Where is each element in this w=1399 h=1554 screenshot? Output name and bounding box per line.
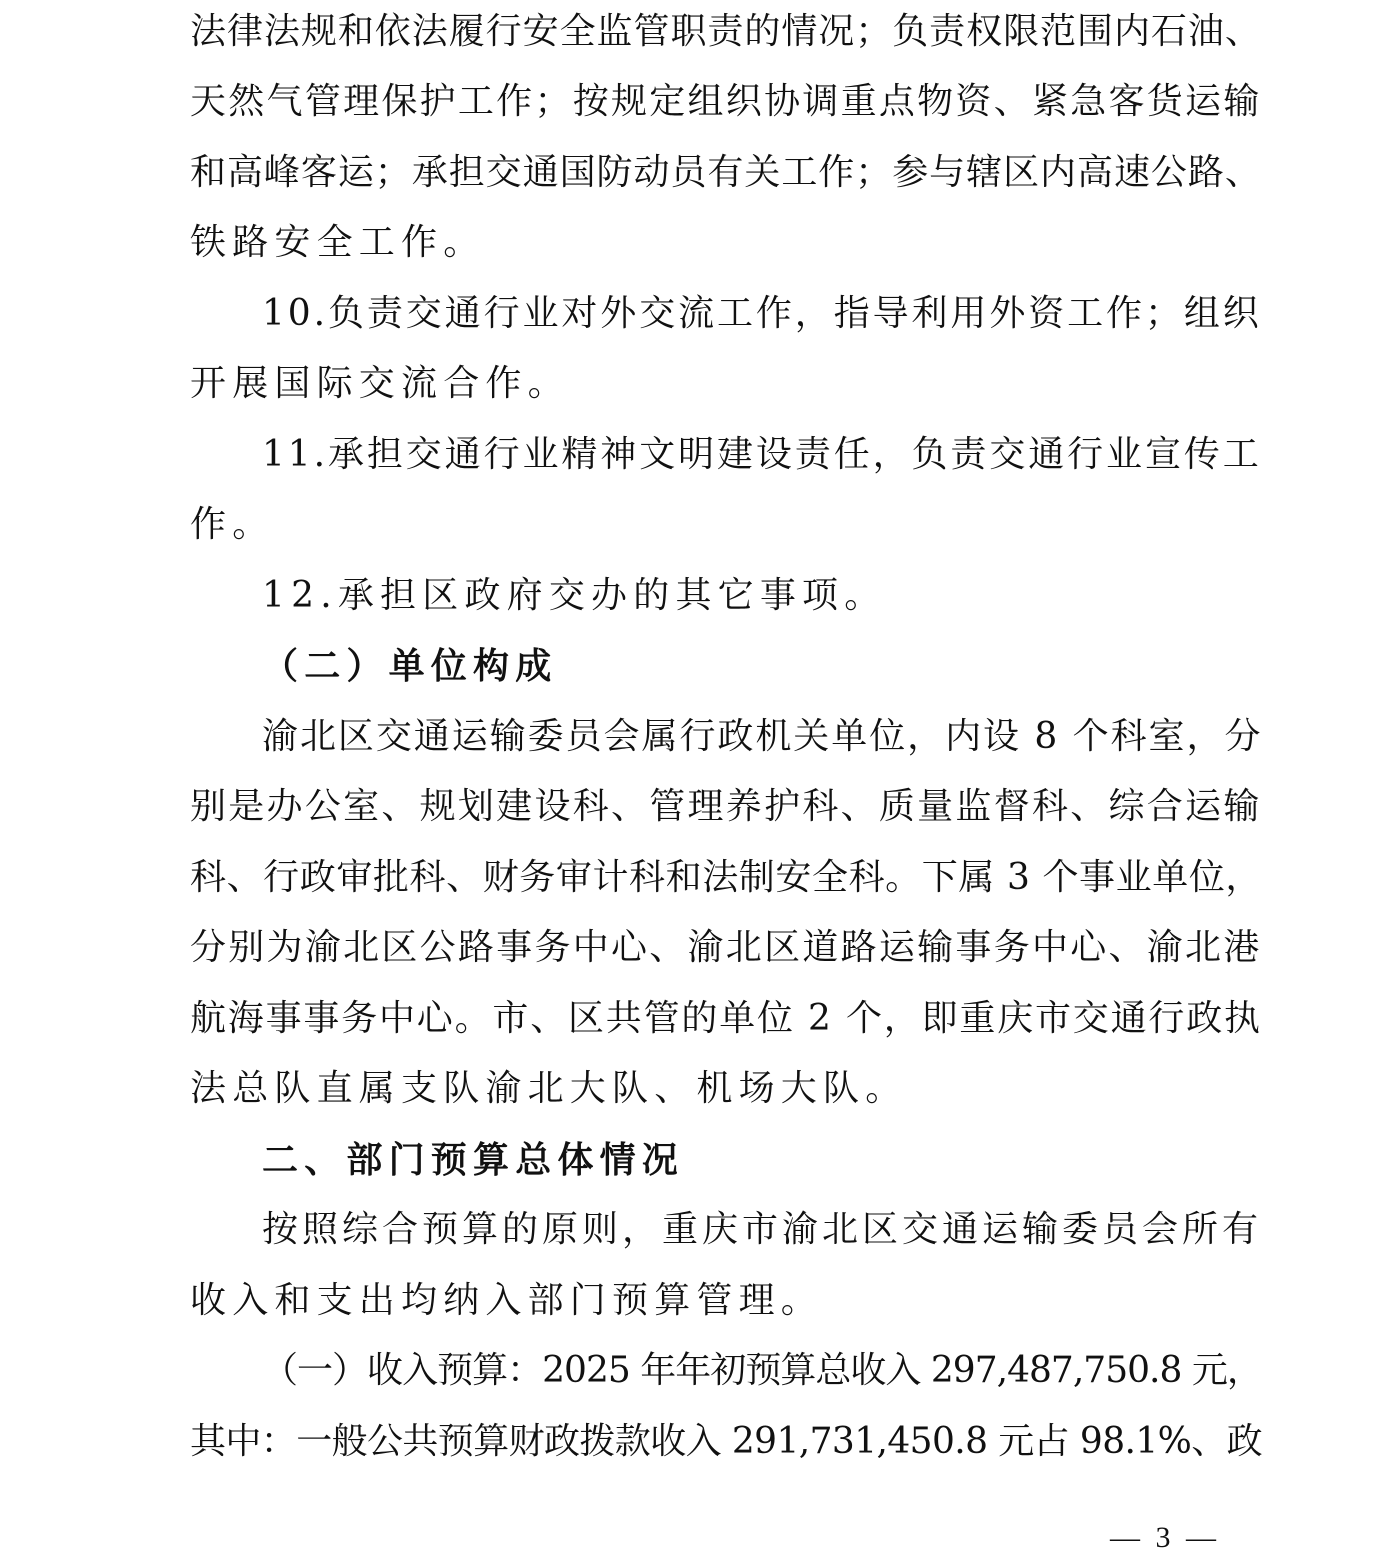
body-text-line: 航海事事务中心。市、区共管的单位 2 个，即重庆市交通行政执 <box>190 998 1262 1039</box>
body-text-line: 作。 <box>190 504 275 545</box>
paragraph-start: 渝北区交通运输委员会属行政机关单位，内设 8 个科室，分 <box>262 716 1263 757</box>
list-item-12: 12.承担区政府交办的其它事项。 <box>262 575 887 616</box>
body-text-line: 铁路安全工作。 <box>190 222 486 263</box>
subsection-heading: （二）单位构成 <box>262 645 558 687</box>
body-text-line: 别是办公室、规划建设科、管理养护科、质量监督科、综合运输 <box>190 786 1262 827</box>
body-text-line: 其中：一般公共预算财政拨款收入 291,731,450.8 元占 98.1%、政 <box>190 1421 1263 1462</box>
page-number: — 3 — <box>1110 1521 1220 1554</box>
body-text-line: 法总队直属支队渝北大队、机场大队。 <box>190 1068 908 1109</box>
section-heading: 二、部门预算总体情况 <box>262 1139 685 1181</box>
body-text-line: 分别为渝北区公路事务中心、渝北区道路运输事务中心、渝北港 <box>190 927 1262 968</box>
list-item-11: 11.承担交通行业精神文明建设责任，负责交通行业宣传工 <box>262 434 1262 475</box>
body-text-line: 天然气管理保护工作；按规定组织协调重点物资、紧急客货运输 <box>190 81 1262 122</box>
body-text-line: 和高峰客运；承担交通国防动员有关工作；参与辖区内高速公路、 <box>190 152 1262 193</box>
list-item-10: 10.负责交通行业对外交流工作，指导利用外资工作；组织 <box>262 293 1262 334</box>
body-text-line: 收入和支出均纳入部门预算管理。 <box>190 1280 824 1321</box>
body-text-line: 科、行政审批科、财务审计科和法制安全科。下属 3 个事业单位， <box>190 857 1262 898</box>
paragraph-start: 按照综合预算的原则，重庆市渝北区交通运输委员会所有 <box>262 1209 1263 1250</box>
body-text-line: 开展国际交流合作。 <box>190 363 570 404</box>
paragraph-start: （一）收入预算：2025 年年初预算总收入 297,487,750.8 元， <box>262 1350 1262 1391</box>
body-text-line: 法律法规和依法履行安全监管职责的情况；负责权限范围内石油、 <box>190 11 1262 52</box>
